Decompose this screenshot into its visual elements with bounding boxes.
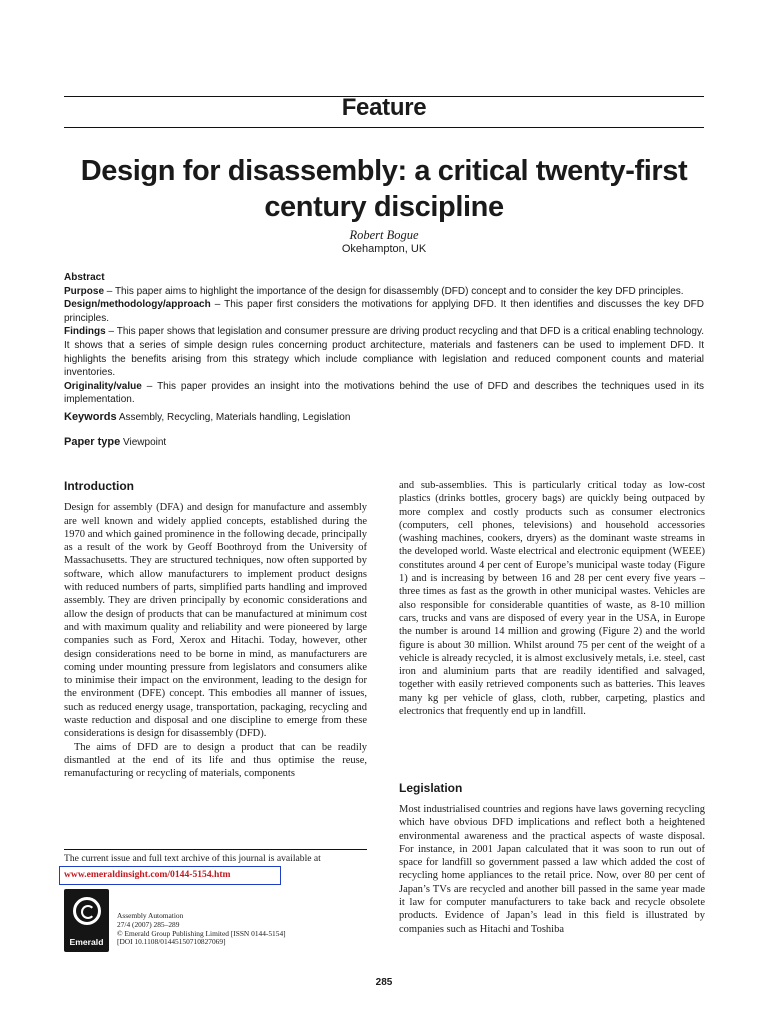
author-affiliation: Okehampton, UK xyxy=(341,243,427,255)
abstract-heading: Abstract xyxy=(64,272,105,283)
abstract-findings xyxy=(64,325,704,379)
abstract-purpose xyxy=(64,285,704,299)
journal-volume: 27/4 (2007) 285–289 xyxy=(117,919,180,929)
findings-text: – This paper shows that legislation and consumer pressure are driving product recycling and that DFD is a critical enabling technology. It shows that a series of simple design rules concerning product architecture, materials and fasteners can be used to implement DFD. It highlights the benefits arising from this strategy which include compliance with legislation and reduced component counts and material inventories. xyxy=(64,326,704,379)
intro-paragraph-2: The aims of DFD are to design a product that can be readily dismantled at the end of its life and thus optimise the reuse, remanufacturing or recycling of materials, components xyxy=(64,741,367,780)
abstract-originality xyxy=(64,380,704,407)
keywords-label: Keywords xyxy=(64,411,117,423)
footnote-rule xyxy=(64,849,367,850)
abstract xyxy=(64,271,704,407)
design-text: – This paper first considers the motivations for applying DFD. It then identifies and discusses the key DFD principles. xyxy=(64,299,704,324)
paper-type-label: Paper type xyxy=(64,436,121,448)
originality-label: Originality/value xyxy=(64,380,142,392)
purpose-label: Purpose xyxy=(64,285,105,297)
journal-name: Assembly Automation xyxy=(117,911,184,920)
archive-notice: The current issue and full text archive of this journal is available at xyxy=(64,853,321,864)
legislation-heading: Legislation xyxy=(399,781,463,795)
journal-copyright: © Emerald Group Publishing Limited [ISSN 0144-5154] xyxy=(117,928,286,938)
findings-label: Findings xyxy=(64,326,106,338)
section-label: Feature xyxy=(341,94,427,121)
purpose-text: – This paper aims to highlight the importance of the design for disassembly (DFD) concept and to consider the key DFD principles. xyxy=(104,285,684,297)
intro-paragraph-1: Design for assembly (DFA) and design for manufacture and assembly are well known and widely applied concepts, established during the 1970 and which gained prominence in the following decade, principally as a result of the work by Geoff Boothroyd from the University of Massachusetts. They are structured techniques, now often supported by software, which allow manufacturers to implement product designs with reduced numbers of parts, simplified parts handling and improved assembly. They are driven principally by economic considerations and allow the design of products that can be manufactured at minimum cost and with maximum quality and reliability and were pioneered by large companies such as Ford, Xerox and Hitachi. Today, however, other design considerations need to be borne in mind, as manufacturers are coming under mounting pressure from legislators and consumers alike to minimise their impact on the environment, leading to the design for the environment (DFE) concept. This embodies all manner of issues, such as reduced energy usage, transportation, packaging, recycling and waste reduction and disposal and one discipline to emerge from these considerations is design for disassembly (DFD). xyxy=(64,502,367,740)
legislation-paragraph-1: Most industrialised countries and regions have laws governing recycling which have obvious DFD implications and reflect both a heightened environmental awareness and the practical aspects of waste disposal. For instance, in 2001 Japan calculated that it was soon to run out of space for landfill so government passed a law which added the cost of recycling home appliances to the retail price. Now, over 80 per cent of Japan’s TVs are recycled and another bill passed in the same year made it law for computer manufacturers to take back and recycle obsolete products. Evidence of Japan’s lead in this field is illustrated by companies such as Hitachi and Toshiba xyxy=(399,804,705,935)
journal-info xyxy=(117,912,286,947)
author-name: Robert Bogue xyxy=(349,228,419,242)
originality-text: – This paper provides an insight into the motivations behind the use of DFD and describes the techniques used in its implementation. xyxy=(64,380,704,406)
emerald-logo xyxy=(64,889,109,952)
paper-type xyxy=(64,436,704,448)
right-paragraph-1: and sub-assemblies. This is particularly critical today as low-cost plastics (drinks bottles, grocery bags) are quickly being outpaced by more complex and costly products such as consumer electronics (computers, cell phones, televisions) and household accessories (washing machines, cookers, dryers) as the dominant waste streams in the developed world. Waste electrical and electronic equipment (WEEE) constitutes around 4 per cent of Europe’s municipal waste today (Figure 1) and is increasing by between 16 and 28 per cent every five years – three times as fast as the growth in other municipal wastes. Vehicles are also responsible for considerable quantities of waste, as 8-10 million cars, trucks and vans are disposed of every year in the USA, in Europe the number is around 14 million and growing (Figure 2) and the world figure is about 30 million. Whilst around 75 per cent of the weight of a vehicle is already recycled, it is almost exclusively metals, i.e. steel, cast iron and aluminium parts that are readily identified and salvaged, together with easily retrieved components such as batteries. This leaves many kg per vehicle of glass, cloth, rubber, carpeting, plastics and electronics that frequently end up in landfill. xyxy=(399,480,705,718)
emerald-logo-icon xyxy=(73,897,101,925)
design-label: Design/methodology/approach xyxy=(64,299,211,311)
header-rule-bottom xyxy=(64,127,704,128)
paper-type-text: Viewpoint xyxy=(123,437,167,448)
introduction-heading: Introduction xyxy=(64,479,134,493)
emerald-logo-label: Emerald xyxy=(69,937,104,947)
abstract-design xyxy=(64,298,704,325)
journal-doi: [DOI 10.1108/01445150710827069] xyxy=(117,937,226,947)
body-column-left xyxy=(64,480,367,781)
archive-link[interactable]: www.emeraldinsight.com/0144-5154.htm xyxy=(64,869,231,880)
paper-title: Design for disassembly: a critical twenty-first century discipline xyxy=(80,155,688,223)
keywords-text: Assembly, Recycling, Materials handling, Legislation xyxy=(118,412,351,423)
keywords xyxy=(64,411,704,423)
page-number: 285 xyxy=(375,977,393,988)
body-column-right xyxy=(399,479,705,718)
legislation-column xyxy=(399,803,705,936)
